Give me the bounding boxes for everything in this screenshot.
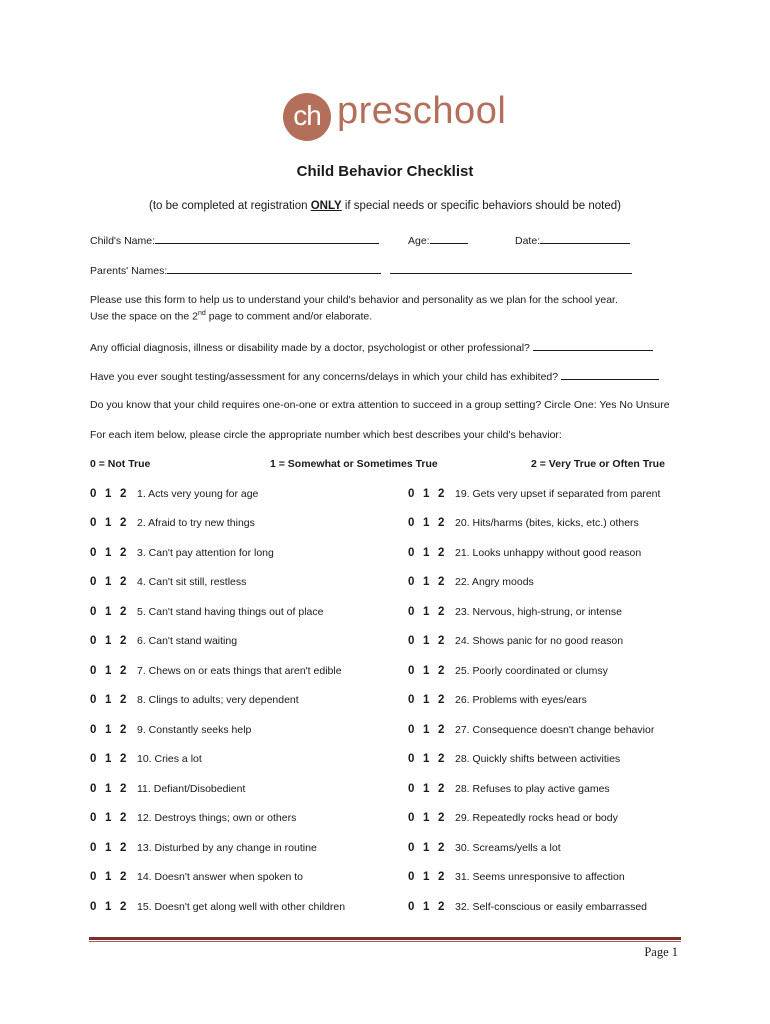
footer-divider <box>89 937 681 940</box>
rating-scale[interactable]: 0 1 2 <box>408 606 445 618</box>
list-item: 0 1 2 25. Poorly coordinated or clumsy <box>408 665 608 677</box>
rating-scale[interactable]: 0 1 2 <box>90 547 127 559</box>
list-item: 0 1 2 19. Gets very upset if separated from parent <box>408 488 661 500</box>
parents-name-label: Parents' Names: <box>90 265 168 277</box>
rating-scale[interactable]: 0 1 2 <box>90 842 127 854</box>
date-label: Date: <box>515 235 541 247</box>
preschool-logo <box>283 89 507 142</box>
page-title: Child Behavior Checklist <box>296 163 474 180</box>
rating-scale[interactable]: 0 1 2 <box>408 665 445 677</box>
age-label: Age: <box>408 235 430 247</box>
parents-name-blank-1[interactable] <box>167 264 381 274</box>
rating-scale[interactable]: 0 1 2 <box>90 783 127 795</box>
rating-scale[interactable]: 0 1 2 <box>90 694 127 706</box>
instructions-line-2 <box>90 310 372 323</box>
parents-name-field-2[interactable] <box>390 264 632 277</box>
rating-scale[interactable]: 0 1 2 <box>90 517 127 529</box>
rating-scale[interactable]: 0 1 2 <box>90 812 127 824</box>
list-item: 0 1 2 15. Doesn't get along well with other children <box>90 901 346 913</box>
rating-scale[interactable]: 0 1 2 <box>408 812 445 824</box>
date-blank[interactable] <box>540 234 630 244</box>
testing-blank[interactable] <box>561 370 659 380</box>
page-number: Page 1 <box>644 945 678 959</box>
subtitle-before: (to be completed at registration <box>149 200 311 212</box>
rating-instructions: For each item below, please circle the appropriate number which best describes your child's behavior: <box>90 429 562 441</box>
diagnosis-question[interactable] <box>90 341 653 354</box>
list-item: 0 1 2 29. Repeatedly rocks head or body <box>408 812 618 824</box>
logo-mark: ch <box>283 93 331 141</box>
testing-label: Have you ever sought testing/assessment for any concerns/delays in which your child has exhibited? <box>90 371 559 383</box>
footer-divider-thin <box>89 941 681 942</box>
rating-scale[interactable]: 0 1 2 <box>408 753 445 765</box>
list-item: 0 1 2 13. Disturbed by any change in routine <box>90 842 317 854</box>
list-item: 0 1 2 7. Chews on or eats things that aren't edible <box>90 665 342 677</box>
list-item: 0 1 2 27. Consequence doesn't change behavior <box>408 724 655 736</box>
rating-scale[interactable]: 0 1 2 <box>90 753 127 765</box>
rating-scale[interactable]: 0 1 2 <box>408 842 445 854</box>
rating-scale[interactable]: 0 1 2 <box>408 901 445 913</box>
child-name-label: Child's Name: <box>90 235 156 247</box>
parents-name-blank-2[interactable] <box>390 264 632 274</box>
age-blank[interactable] <box>430 234 468 244</box>
list-item: 0 1 2 24. Shows panic for no good reason <box>408 635 624 647</box>
date-field[interactable] <box>515 234 630 247</box>
rating-scale[interactable]: 0 1 2 <box>90 488 127 500</box>
rating-scale[interactable]: 0 1 2 <box>408 576 445 588</box>
diagnosis-label: Any official diagnosis, illness or disability made by a doctor, psychologist or other professional? <box>90 342 530 354</box>
age-field[interactable] <box>408 234 468 247</box>
rating-scale[interactable]: 0 1 2 <box>90 901 127 913</box>
list-item: 0 1 2 6. Can't stand waiting <box>90 635 238 647</box>
list-item: 0 1 2 1. Acts very young for age <box>90 488 259 500</box>
attention-question[interactable]: Do you know that your child requires one-on-one or extra attention to succeed in a group setting? Circle One: Yes No Unsure <box>90 399 670 411</box>
list-item: 0 1 2 8. Clings to adults; very dependent <box>90 694 299 706</box>
parents-name-field[interactable] <box>90 264 381 277</box>
list-item: 0 1 2 30. Screams/yells a lot <box>408 842 561 854</box>
testing-question[interactable] <box>90 370 659 383</box>
child-name-field[interactable] <box>90 234 379 247</box>
rating-scale[interactable]: 0 1 2 <box>408 517 445 529</box>
legend-sometimes-true: 1 = Somewhat or Sometimes True <box>270 458 438 470</box>
list-item: 0 1 2 31. Seems unresponsive to affection <box>408 871 625 883</box>
rating-scale[interactable]: 0 1 2 <box>90 871 127 883</box>
rating-scale[interactable]: 0 1 2 <box>408 547 445 559</box>
legend-often-true: 2 = Very True or Often True <box>531 458 665 470</box>
list-item: 0 1 2 26. Problems with eyes/ears <box>408 694 587 706</box>
rating-scale[interactable]: 0 1 2 <box>408 694 445 706</box>
rating-scale[interactable]: 0 1 2 <box>408 488 445 500</box>
child-name-blank[interactable] <box>155 234 379 244</box>
rating-scale[interactable]: 0 1 2 <box>408 871 445 883</box>
legend-not-true: 0 = Not True <box>90 458 151 470</box>
list-item: 0 1 2 2. Afraid to try new things <box>90 517 255 529</box>
list-item: 0 1 2 32. Self-conscious or easily embarrassed <box>408 901 648 913</box>
diagnosis-blank[interactable] <box>533 341 653 351</box>
list-item: 0 1 2 21. Looks unhappy without good reason <box>408 547 642 559</box>
list-item: 0 1 2 23. Nervous, high-strung, or intense <box>408 606 622 618</box>
rating-scale[interactable]: 0 1 2 <box>408 635 445 647</box>
subtitle-after: if special needs or specific behaviors should be noted) <box>341 200 621 212</box>
rating-scale[interactable]: 0 1 2 <box>408 783 445 795</box>
list-item: 0 1 2 22. Angry moods <box>408 576 534 588</box>
list-item: 0 1 2 5. Can't stand having things out of place <box>90 606 324 618</box>
list-item: 0 1 2 28. Quickly shifts between activities <box>408 753 621 765</box>
list-item: 0 1 2 28. Refuses to play active games <box>408 783 610 795</box>
instructions-line-2-before: Use the space on the 2 <box>90 310 198 323</box>
subtitle-emphasis: ONLY <box>310 200 342 212</box>
list-item: 0 1 2 3. Can't pay attention for long <box>90 547 274 559</box>
rating-scale[interactable]: 0 1 2 <box>90 635 127 647</box>
list-item: 0 1 2 20. Hits/harms (bites, kicks, etc.) others <box>408 517 639 529</box>
list-item: 0 1 2 10. Cries a lot <box>90 753 202 765</box>
list-item: 0 1 2 9. Constantly seeks help <box>90 724 252 736</box>
rating-scale[interactable]: 0 1 2 <box>408 724 445 736</box>
list-item: 0 1 2 4. Can't sit still, restless <box>90 576 247 588</box>
list-item: 0 1 2 11. Defiant/Disobedient <box>90 783 246 795</box>
list-item: 0 1 2 14. Doesn't answer when spoken to <box>90 871 304 883</box>
instructions-superscript: nd <box>198 310 206 317</box>
instructions-line-2-after: page to comment and/or elaborate. <box>205 310 373 323</box>
page-subtitle <box>0 200 770 212</box>
rating-scale[interactable]: 0 1 2 <box>90 724 127 736</box>
list-item: 0 1 2 12. Destroys things; own or others <box>90 812 297 824</box>
logo-wordmark: preschool <box>337 89 507 132</box>
rating-scale[interactable]: 0 1 2 <box>90 665 127 677</box>
rating-scale[interactable]: 0 1 2 <box>90 576 127 588</box>
instructions-line-1: Please use this form to help us to understand your child's behavior and personality as we plan for the school year. <box>90 294 618 306</box>
rating-scale[interactable]: 0 1 2 <box>90 606 127 618</box>
